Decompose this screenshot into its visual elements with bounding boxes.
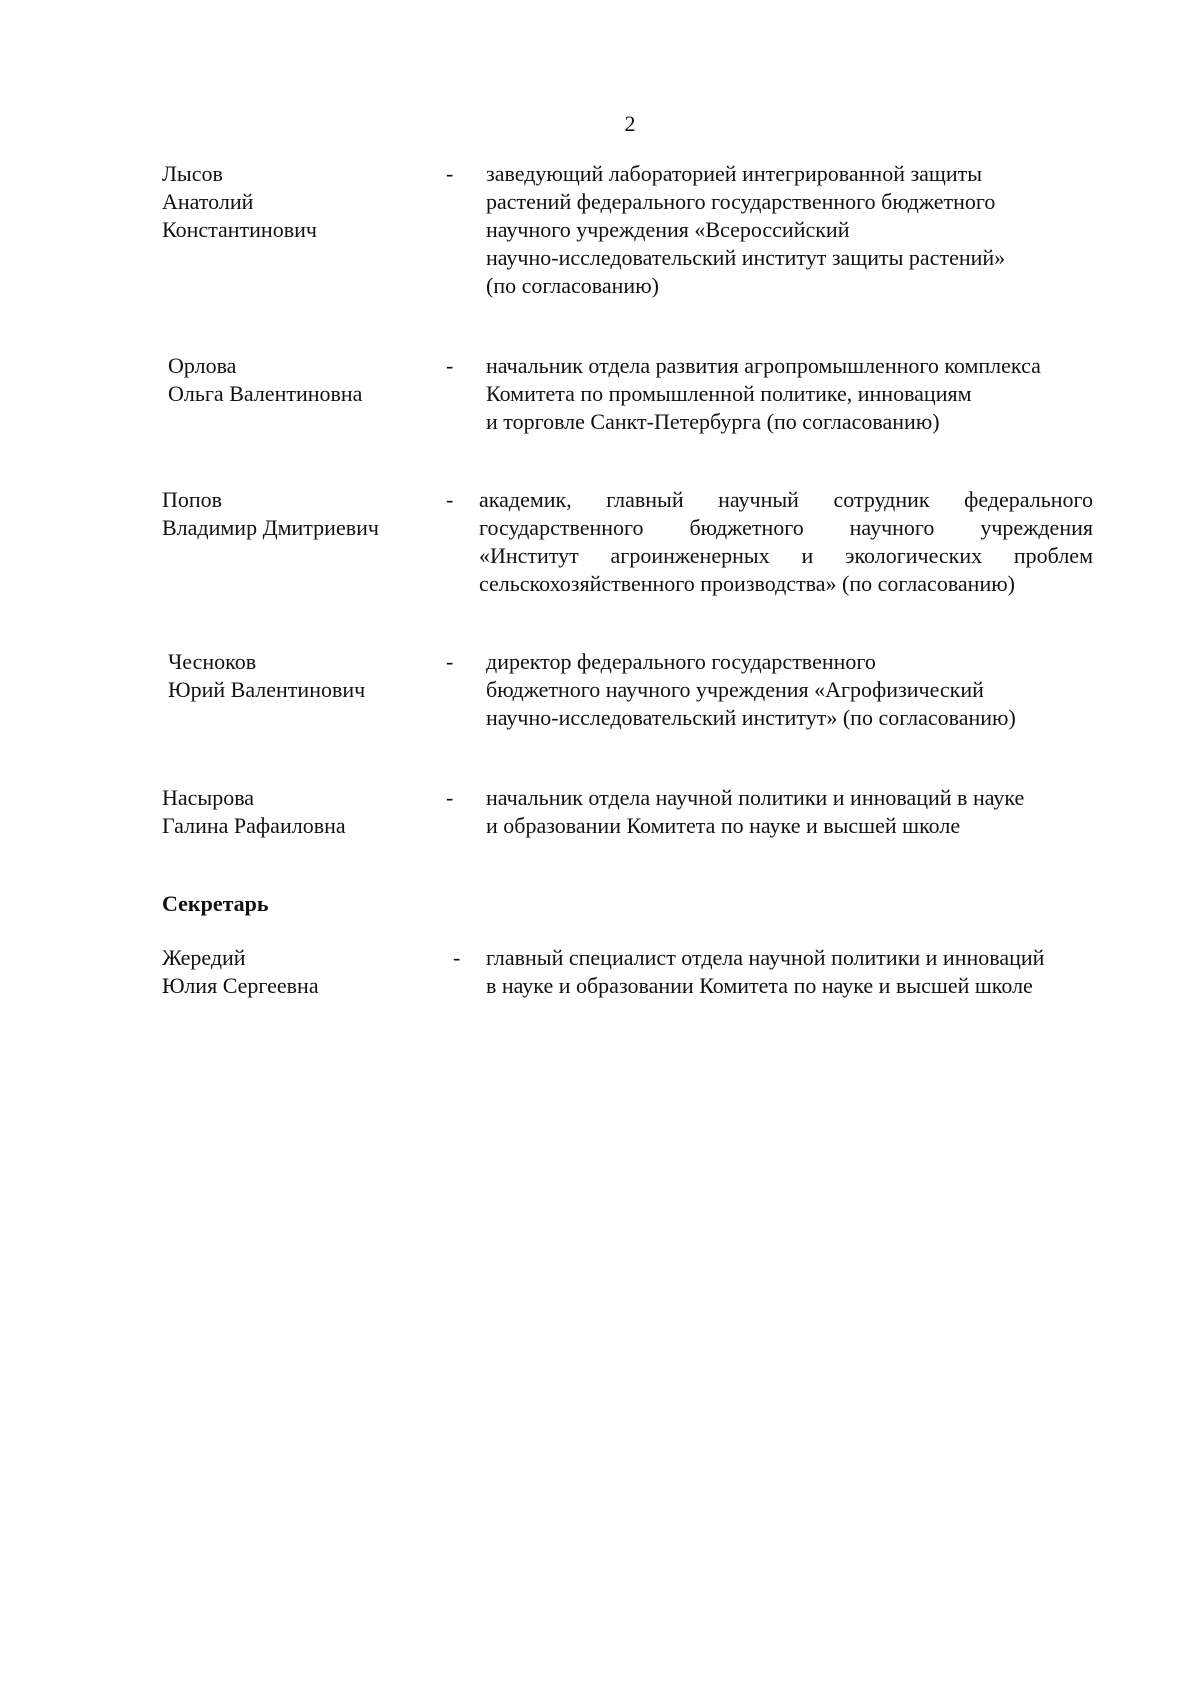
member-first-name: Анатолий bbox=[162, 189, 254, 214]
member-surname: Чесноков bbox=[168, 649, 257, 674]
separator-dash: - bbox=[453, 945, 461, 970]
position-line: заведующий лабораторией интегрированной защиты bbox=[486, 161, 983, 186]
position-line: в науке и образовании Комитета по науке и высшей школе bbox=[486, 973, 1033, 998]
secretary-position bbox=[486, 944, 1044, 1000]
position-line: бюджетного научного учреждения «Агрофизический bbox=[486, 677, 984, 702]
member-full-name: Юрий Валентинович bbox=[168, 677, 366, 702]
member-full-name: Галина Рафаиловна bbox=[162, 813, 346, 838]
position-line: главный специалист отдела научной политики и инноваций bbox=[486, 945, 1045, 970]
member-name bbox=[162, 486, 422, 542]
member-full-name: Ольга Валентиновна bbox=[168, 381, 363, 406]
position-line: и образовании Комитета по науке и высшей школе bbox=[486, 813, 961, 838]
member-surname: Лысов bbox=[162, 161, 223, 186]
position-line: Комитета по промышленной политике, инновациям bbox=[486, 381, 972, 406]
member-patronymic: Константинович bbox=[162, 217, 317, 242]
member-surname: Насырова bbox=[162, 785, 255, 810]
position-line: начальник отдела научной политики и инноваций в науке bbox=[486, 785, 1025, 810]
position-line: начальник отдела развития агропромышленного комплекса bbox=[486, 353, 1041, 378]
member-full-name: Владимир Дмитриевич bbox=[162, 515, 379, 540]
member-position bbox=[486, 784, 1024, 840]
position-line: академик, главный научный сотрудник федерального bbox=[479, 487, 1093, 512]
position-line: государственного бюджетного научного учреждения bbox=[479, 515, 1093, 540]
separator-dash: - bbox=[446, 353, 454, 378]
member-surname: Попов bbox=[162, 487, 223, 512]
position-line: (по согласованию) bbox=[486, 273, 659, 298]
secretary-surname: Жередий bbox=[162, 945, 246, 970]
separator-dash: - bbox=[446, 649, 454, 674]
member-name bbox=[168, 648, 428, 704]
position-line: научно-исследовательский институт защиты растений» bbox=[486, 245, 1006, 270]
member-name bbox=[162, 784, 422, 840]
page-number: 2 bbox=[624, 111, 636, 136]
position-line: научно-исследовательский институт» (по согласованию) bbox=[486, 705, 1016, 730]
member-position bbox=[486, 352, 1041, 436]
position-line: и торговле Санкт-Петербурга (по согласованию) bbox=[486, 409, 940, 434]
position-line: сельскохозяйственного производства» (по согласованию) bbox=[479, 571, 1015, 596]
position-line: директор федерального государственного bbox=[486, 649, 876, 674]
member-name bbox=[168, 352, 428, 408]
separator-dash: - bbox=[446, 161, 454, 186]
member-name bbox=[162, 160, 422, 244]
member-position bbox=[479, 486, 1093, 598]
position-line: «Институт агроинженерных и экологических проблем bbox=[479, 543, 1093, 568]
separator-dash: - bbox=[446, 785, 454, 810]
member-position bbox=[486, 160, 1005, 300]
separator-dash: - bbox=[446, 487, 454, 512]
position-line: растений федерального государственного бюджетного bbox=[486, 189, 996, 214]
secretary-full-name: Юлия Сергеевна bbox=[162, 973, 319, 998]
member-position bbox=[486, 648, 1016, 732]
secretary-name bbox=[162, 944, 422, 1000]
position-line: научного учреждения «Всероссийский bbox=[486, 217, 850, 242]
member-surname: Орлова bbox=[168, 353, 237, 378]
secretary-heading: Секретарь bbox=[162, 891, 269, 916]
